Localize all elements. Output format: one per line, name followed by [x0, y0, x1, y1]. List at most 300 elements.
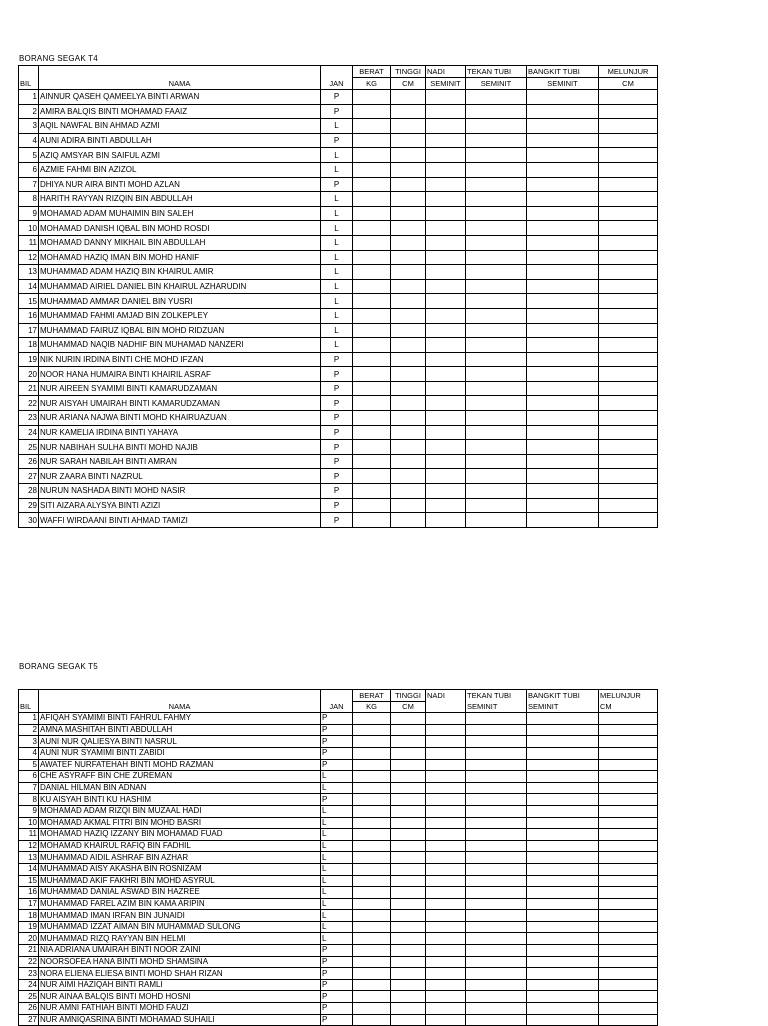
- melunjur-entry-cell[interactable]: [599, 162, 658, 177]
- bangkit-tubi-entry-cell[interactable]: [527, 323, 599, 338]
- melunjur-entry-cell[interactable]: [599, 308, 658, 323]
- berat-entry-cell[interactable]: [353, 454, 391, 469]
- melunjur-entry-cell[interactable]: [599, 759, 658, 771]
- melunjur-entry-cell[interactable]: [599, 381, 658, 396]
- nadi-entry-cell[interactable]: [426, 294, 466, 309]
- nadi-entry-cell[interactable]: [426, 133, 466, 148]
- nadi-entry-cell[interactable]: [426, 817, 466, 829]
- berat-entry-cell[interactable]: [353, 396, 391, 411]
- berat-entry-cell[interactable]: [353, 910, 391, 922]
- nadi-entry-cell[interactable]: [426, 308, 466, 323]
- melunjur-entry-cell[interactable]: [599, 968, 658, 980]
- nadi-entry-cell[interactable]: [426, 991, 466, 1003]
- bangkit-tubi-entry-cell[interactable]: [527, 736, 599, 748]
- tekan-tubi-entry-cell[interactable]: [466, 829, 527, 841]
- tinggi-entry-cell[interactable]: [391, 910, 426, 922]
- berat-entry-cell[interactable]: [353, 162, 391, 177]
- bangkit-tubi-entry-cell[interactable]: [527, 425, 599, 440]
- nadi-entry-cell[interactable]: [426, 484, 466, 499]
- tekan-tubi-entry-cell[interactable]: [466, 279, 527, 294]
- berat-entry-cell[interactable]: [353, 713, 391, 725]
- berat-entry-cell[interactable]: [353, 817, 391, 829]
- nadi-entry-cell[interactable]: [426, 469, 466, 484]
- bangkit-tubi-entry-cell[interactable]: [527, 454, 599, 469]
- tinggi-entry-cell[interactable]: [391, 979, 426, 991]
- tinggi-entry-cell[interactable]: [391, 1003, 426, 1015]
- nadi-entry-cell[interactable]: [426, 396, 466, 411]
- nadi-entry-cell[interactable]: [426, 192, 466, 207]
- nadi-entry-cell[interactable]: [426, 898, 466, 910]
- tekan-tubi-entry-cell[interactable]: [466, 119, 527, 134]
- bangkit-tubi-entry-cell[interactable]: [527, 411, 599, 426]
- tinggi-entry-cell[interactable]: [391, 411, 426, 426]
- tekan-tubi-entry-cell[interactable]: [466, 323, 527, 338]
- berat-entry-cell[interactable]: [353, 991, 391, 1003]
- berat-entry-cell[interactable]: [353, 968, 391, 980]
- berat-entry-cell[interactable]: [353, 513, 391, 528]
- melunjur-entry-cell[interactable]: [599, 782, 658, 794]
- tekan-tubi-entry-cell[interactable]: [466, 898, 527, 910]
- melunjur-entry-cell[interactable]: [599, 713, 658, 725]
- melunjur-entry-cell[interactable]: [599, 221, 658, 236]
- bangkit-tubi-entry-cell[interactable]: [527, 991, 599, 1003]
- bangkit-tubi-entry-cell[interactable]: [527, 782, 599, 794]
- tekan-tubi-entry-cell[interactable]: [466, 794, 527, 806]
- tekan-tubi-entry-cell[interactable]: [466, 411, 527, 426]
- bangkit-tubi-entry-cell[interactable]: [527, 956, 599, 968]
- berat-entry-cell[interactable]: [353, 863, 391, 875]
- berat-entry-cell[interactable]: [353, 411, 391, 426]
- berat-entry-cell[interactable]: [353, 265, 391, 280]
- tekan-tubi-entry-cell[interactable]: [466, 817, 527, 829]
- tinggi-entry-cell[interactable]: [391, 177, 426, 192]
- nadi-entry-cell[interactable]: [426, 736, 466, 748]
- melunjur-entry-cell[interactable]: [599, 513, 658, 528]
- nadi-entry-cell[interactable]: [426, 747, 466, 759]
- berat-entry-cell[interactable]: [353, 933, 391, 945]
- bangkit-tubi-entry-cell[interactable]: [527, 747, 599, 759]
- berat-entry-cell[interactable]: [353, 484, 391, 499]
- nadi-entry-cell[interactable]: [426, 910, 466, 922]
- tekan-tubi-entry-cell[interactable]: [466, 308, 527, 323]
- melunjur-entry-cell[interactable]: [599, 921, 658, 933]
- bangkit-tubi-entry-cell[interactable]: [527, 90, 599, 105]
- bangkit-tubi-entry-cell[interactable]: [527, 265, 599, 280]
- berat-entry-cell[interactable]: [353, 724, 391, 736]
- tinggi-entry-cell[interactable]: [391, 308, 426, 323]
- bangkit-tubi-entry-cell[interactable]: [527, 933, 599, 945]
- melunjur-entry-cell[interactable]: [599, 454, 658, 469]
- melunjur-entry-cell[interactable]: [599, 148, 658, 163]
- tinggi-entry-cell[interactable]: [391, 133, 426, 148]
- tinggi-entry-cell[interactable]: [391, 352, 426, 367]
- melunjur-entry-cell[interactable]: [599, 338, 658, 353]
- berat-entry-cell[interactable]: [353, 294, 391, 309]
- bangkit-tubi-entry-cell[interactable]: [527, 148, 599, 163]
- nadi-entry-cell[interactable]: [426, 713, 466, 725]
- melunjur-entry-cell[interactable]: [599, 794, 658, 806]
- tinggi-entry-cell[interactable]: [391, 875, 426, 887]
- tekan-tubi-entry-cell[interactable]: [466, 910, 527, 922]
- tinggi-entry-cell[interactable]: [391, 484, 426, 499]
- bangkit-tubi-entry-cell[interactable]: [527, 513, 599, 528]
- bangkit-tubi-entry-cell[interactable]: [527, 381, 599, 396]
- bangkit-tubi-entry-cell[interactable]: [527, 875, 599, 887]
- berat-entry-cell[interactable]: [353, 979, 391, 991]
- tekan-tubi-entry-cell[interactable]: [466, 991, 527, 1003]
- berat-entry-cell[interactable]: [353, 381, 391, 396]
- nadi-entry-cell[interactable]: [426, 968, 466, 980]
- tinggi-entry-cell[interactable]: [391, 90, 426, 105]
- tekan-tubi-entry-cell[interactable]: [466, 425, 527, 440]
- berat-entry-cell[interactable]: [353, 323, 391, 338]
- bangkit-tubi-entry-cell[interactable]: [527, 440, 599, 455]
- berat-entry-cell[interactable]: [353, 747, 391, 759]
- nadi-entry-cell[interactable]: [426, 221, 466, 236]
- berat-entry-cell[interactable]: [353, 90, 391, 105]
- nadi-entry-cell[interactable]: [426, 425, 466, 440]
- nadi-entry-cell[interactable]: [426, 338, 466, 353]
- berat-entry-cell[interactable]: [353, 921, 391, 933]
- tekan-tubi-entry-cell[interactable]: [466, 759, 527, 771]
- tekan-tubi-entry-cell[interactable]: [466, 921, 527, 933]
- berat-entry-cell[interactable]: [353, 250, 391, 265]
- bangkit-tubi-entry-cell[interactable]: [527, 921, 599, 933]
- berat-entry-cell[interactable]: [353, 805, 391, 817]
- melunjur-entry-cell[interactable]: [599, 771, 658, 783]
- melunjur-entry-cell[interactable]: [599, 956, 658, 968]
- nadi-entry-cell[interactable]: [426, 887, 466, 899]
- nadi-entry-cell[interactable]: [426, 352, 466, 367]
- nadi-entry-cell[interactable]: [426, 945, 466, 957]
- bangkit-tubi-entry-cell[interactable]: [527, 805, 599, 817]
- tinggi-entry-cell[interactable]: [391, 898, 426, 910]
- bangkit-tubi-entry-cell[interactable]: [527, 887, 599, 899]
- tekan-tubi-entry-cell[interactable]: [466, 367, 527, 382]
- tinggi-entry-cell[interactable]: [391, 119, 426, 134]
- berat-entry-cell[interactable]: [353, 1003, 391, 1015]
- melunjur-entry-cell[interactable]: [599, 484, 658, 499]
- tinggi-entry-cell[interactable]: [391, 724, 426, 736]
- tinggi-entry-cell[interactable]: [391, 991, 426, 1003]
- bangkit-tubi-entry-cell[interactable]: [527, 910, 599, 922]
- tinggi-entry-cell[interactable]: [391, 425, 426, 440]
- nadi-entry-cell[interactable]: [426, 104, 466, 119]
- tinggi-entry-cell[interactable]: [391, 887, 426, 899]
- tekan-tubi-entry-cell[interactable]: [466, 498, 527, 513]
- tinggi-entry-cell[interactable]: [391, 933, 426, 945]
- tinggi-entry-cell[interactable]: [391, 956, 426, 968]
- tekan-tubi-entry-cell[interactable]: [466, 840, 527, 852]
- bangkit-tubi-entry-cell[interactable]: [527, 794, 599, 806]
- melunjur-entry-cell[interactable]: [599, 279, 658, 294]
- tekan-tubi-entry-cell[interactable]: [466, 396, 527, 411]
- nadi-entry-cell[interactable]: [426, 454, 466, 469]
- nadi-entry-cell[interactable]: [426, 840, 466, 852]
- tekan-tubi-entry-cell[interactable]: [466, 381, 527, 396]
- melunjur-entry-cell[interactable]: [599, 367, 658, 382]
- nadi-entry-cell[interactable]: [426, 250, 466, 265]
- tekan-tubi-entry-cell[interactable]: [466, 736, 527, 748]
- bangkit-tubi-entry-cell[interactable]: [527, 817, 599, 829]
- berat-entry-cell[interactable]: [353, 887, 391, 899]
- berat-entry-cell[interactable]: [353, 425, 391, 440]
- tinggi-entry-cell[interactable]: [391, 265, 426, 280]
- melunjur-entry-cell[interactable]: [599, 192, 658, 207]
- berat-entry-cell[interactable]: [353, 352, 391, 367]
- berat-entry-cell[interactable]: [353, 875, 391, 887]
- tinggi-entry-cell[interactable]: [391, 367, 426, 382]
- tinggi-entry-cell[interactable]: [391, 192, 426, 207]
- berat-entry-cell[interactable]: [353, 829, 391, 841]
- tekan-tubi-entry-cell[interactable]: [466, 724, 527, 736]
- melunjur-entry-cell[interactable]: [599, 133, 658, 148]
- melunjur-entry-cell[interactable]: [599, 294, 658, 309]
- bangkit-tubi-entry-cell[interactable]: [527, 367, 599, 382]
- melunjur-entry-cell[interactable]: [599, 119, 658, 134]
- tinggi-entry-cell[interactable]: [391, 794, 426, 806]
- nadi-entry-cell[interactable]: [426, 381, 466, 396]
- bangkit-tubi-entry-cell[interactable]: [527, 133, 599, 148]
- bangkit-tubi-entry-cell[interactable]: [527, 338, 599, 353]
- melunjur-entry-cell[interactable]: [599, 979, 658, 991]
- tinggi-entry-cell[interactable]: [391, 713, 426, 725]
- nadi-entry-cell[interactable]: [426, 875, 466, 887]
- nadi-entry-cell[interactable]: [426, 235, 466, 250]
- melunjur-entry-cell[interactable]: [599, 817, 658, 829]
- nadi-entry-cell[interactable]: [426, 863, 466, 875]
- berat-entry-cell[interactable]: [353, 498, 391, 513]
- tinggi-entry-cell[interactable]: [391, 968, 426, 980]
- nadi-entry-cell[interactable]: [426, 782, 466, 794]
- tinggi-entry-cell[interactable]: [391, 148, 426, 163]
- bangkit-tubi-entry-cell[interactable]: [527, 235, 599, 250]
- tekan-tubi-entry-cell[interactable]: [466, 338, 527, 353]
- tekan-tubi-entry-cell[interactable]: [466, 162, 527, 177]
- nadi-entry-cell[interactable]: [426, 829, 466, 841]
- tinggi-entry-cell[interactable]: [391, 440, 426, 455]
- melunjur-entry-cell[interactable]: [599, 747, 658, 759]
- nadi-entry-cell[interactable]: [426, 1003, 466, 1015]
- berat-entry-cell[interactable]: [353, 308, 391, 323]
- berat-entry-cell[interactable]: [353, 759, 391, 771]
- nadi-entry-cell[interactable]: [426, 933, 466, 945]
- nadi-entry-cell[interactable]: [426, 279, 466, 294]
- tekan-tubi-entry-cell[interactable]: [466, 294, 527, 309]
- melunjur-entry-cell[interactable]: [599, 910, 658, 922]
- nadi-entry-cell[interactable]: [426, 440, 466, 455]
- nadi-entry-cell[interactable]: [426, 90, 466, 105]
- tinggi-entry-cell[interactable]: [391, 338, 426, 353]
- bangkit-tubi-entry-cell[interactable]: [527, 829, 599, 841]
- bangkit-tubi-entry-cell[interactable]: [527, 759, 599, 771]
- nadi-entry-cell[interactable]: [426, 805, 466, 817]
- nadi-entry-cell[interactable]: [426, 759, 466, 771]
- melunjur-entry-cell[interactable]: [599, 352, 658, 367]
- tinggi-entry-cell[interactable]: [391, 454, 426, 469]
- tekan-tubi-entry-cell[interactable]: [466, 1003, 527, 1015]
- tekan-tubi-entry-cell[interactable]: [466, 440, 527, 455]
- nadi-entry-cell[interactable]: [426, 265, 466, 280]
- bangkit-tubi-entry-cell[interactable]: [527, 852, 599, 864]
- melunjur-entry-cell[interactable]: [599, 411, 658, 426]
- tekan-tubi-entry-cell[interactable]: [466, 250, 527, 265]
- berat-entry-cell[interactable]: [353, 840, 391, 852]
- berat-entry-cell[interactable]: [353, 440, 391, 455]
- berat-entry-cell[interactable]: [353, 945, 391, 957]
- berat-entry-cell[interactable]: [353, 133, 391, 148]
- tekan-tubi-entry-cell[interactable]: [466, 513, 527, 528]
- nadi-entry-cell[interactable]: [426, 148, 466, 163]
- berat-entry-cell[interactable]: [353, 794, 391, 806]
- melunjur-entry-cell[interactable]: [599, 469, 658, 484]
- nadi-entry-cell[interactable]: [426, 162, 466, 177]
- berat-entry-cell[interactable]: [353, 338, 391, 353]
- tekan-tubi-entry-cell[interactable]: [466, 968, 527, 980]
- melunjur-entry-cell[interactable]: [599, 805, 658, 817]
- bangkit-tubi-entry-cell[interactable]: [527, 498, 599, 513]
- tekan-tubi-entry-cell[interactable]: [466, 265, 527, 280]
- nadi-entry-cell[interactable]: [426, 411, 466, 426]
- tinggi-entry-cell[interactable]: [391, 747, 426, 759]
- nadi-entry-cell[interactable]: [426, 771, 466, 783]
- bangkit-tubi-entry-cell[interactable]: [527, 979, 599, 991]
- melunjur-entry-cell[interactable]: [599, 840, 658, 852]
- bangkit-tubi-entry-cell[interactable]: [527, 192, 599, 207]
- bangkit-tubi-entry-cell[interactable]: [527, 221, 599, 236]
- tekan-tubi-entry-cell[interactable]: [466, 235, 527, 250]
- tinggi-entry-cell[interactable]: [391, 294, 426, 309]
- bangkit-tubi-entry-cell[interactable]: [527, 279, 599, 294]
- bangkit-tubi-entry-cell[interactable]: [527, 308, 599, 323]
- melunjur-entry-cell[interactable]: [599, 945, 658, 957]
- berat-entry-cell[interactable]: [353, 177, 391, 192]
- berat-entry-cell[interactable]: [353, 192, 391, 207]
- melunjur-entry-cell[interactable]: [599, 863, 658, 875]
- bangkit-tubi-entry-cell[interactable]: [527, 294, 599, 309]
- tinggi-entry-cell[interactable]: [391, 852, 426, 864]
- tinggi-entry-cell[interactable]: [391, 829, 426, 841]
- bangkit-tubi-entry-cell[interactable]: [527, 352, 599, 367]
- melunjur-entry-cell[interactable]: [599, 724, 658, 736]
- tekan-tubi-entry-cell[interactable]: [466, 979, 527, 991]
- tinggi-entry-cell[interactable]: [391, 206, 426, 221]
- bangkit-tubi-entry-cell[interactable]: [527, 469, 599, 484]
- melunjur-entry-cell[interactable]: [599, 425, 658, 440]
- berat-entry-cell[interactable]: [353, 956, 391, 968]
- tekan-tubi-entry-cell[interactable]: [466, 933, 527, 945]
- tinggi-entry-cell[interactable]: [391, 921, 426, 933]
- tekan-tubi-entry-cell[interactable]: [466, 133, 527, 148]
- tekan-tubi-entry-cell[interactable]: [466, 90, 527, 105]
- tekan-tubi-entry-cell[interactable]: [466, 484, 527, 499]
- tekan-tubi-entry-cell[interactable]: [466, 945, 527, 957]
- tekan-tubi-entry-cell[interactable]: [466, 747, 527, 759]
- bangkit-tubi-entry-cell[interactable]: [527, 713, 599, 725]
- bangkit-tubi-entry-cell[interactable]: [527, 724, 599, 736]
- melunjur-entry-cell[interactable]: [599, 498, 658, 513]
- nadi-entry-cell[interactable]: [426, 323, 466, 338]
- tinggi-entry-cell[interactable]: [391, 736, 426, 748]
- nadi-entry-cell[interactable]: [426, 794, 466, 806]
- bangkit-tubi-entry-cell[interactable]: [527, 206, 599, 221]
- melunjur-entry-cell[interactable]: [599, 235, 658, 250]
- nadi-entry-cell[interactable]: [426, 852, 466, 864]
- bangkit-tubi-entry-cell[interactable]: [527, 250, 599, 265]
- tinggi-entry-cell[interactable]: [391, 498, 426, 513]
- tinggi-entry-cell[interactable]: [391, 945, 426, 957]
- bangkit-tubi-entry-cell[interactable]: [527, 177, 599, 192]
- tekan-tubi-entry-cell[interactable]: [466, 805, 527, 817]
- melunjur-entry-cell[interactable]: [599, 852, 658, 864]
- berat-entry-cell[interactable]: [353, 148, 391, 163]
- berat-entry-cell[interactable]: [353, 279, 391, 294]
- tekan-tubi-entry-cell[interactable]: [466, 782, 527, 794]
- bangkit-tubi-entry-cell[interactable]: [527, 484, 599, 499]
- berat-entry-cell[interactable]: [353, 898, 391, 910]
- berat-entry-cell[interactable]: [353, 367, 391, 382]
- berat-entry-cell[interactable]: [353, 782, 391, 794]
- tekan-tubi-entry-cell[interactable]: [466, 192, 527, 207]
- berat-entry-cell[interactable]: [353, 736, 391, 748]
- nadi-entry-cell[interactable]: [426, 921, 466, 933]
- nadi-entry-cell[interactable]: [426, 513, 466, 528]
- tinggi-entry-cell[interactable]: [391, 782, 426, 794]
- melunjur-entry-cell[interactable]: [599, 265, 658, 280]
- bangkit-tubi-entry-cell[interactable]: [527, 840, 599, 852]
- tinggi-entry-cell[interactable]: [391, 759, 426, 771]
- tinggi-entry-cell[interactable]: [391, 104, 426, 119]
- tinggi-entry-cell[interactable]: [391, 817, 426, 829]
- berat-entry-cell[interactable]: [353, 221, 391, 236]
- tekan-tubi-entry-cell[interactable]: [466, 956, 527, 968]
- tekan-tubi-entry-cell[interactable]: [466, 177, 527, 192]
- melunjur-entry-cell[interactable]: [599, 991, 658, 1003]
- tinggi-entry-cell[interactable]: [391, 805, 426, 817]
- melunjur-entry-cell[interactable]: [599, 736, 658, 748]
- melunjur-entry-cell[interactable]: [599, 887, 658, 899]
- nadi-entry-cell[interactable]: [426, 956, 466, 968]
- tekan-tubi-entry-cell[interactable]: [466, 104, 527, 119]
- melunjur-entry-cell[interactable]: [599, 829, 658, 841]
- tekan-tubi-entry-cell[interactable]: [466, 454, 527, 469]
- melunjur-entry-cell[interactable]: [599, 933, 658, 945]
- melunjur-entry-cell[interactable]: [599, 206, 658, 221]
- bangkit-tubi-entry-cell[interactable]: [527, 396, 599, 411]
- tinggi-entry-cell[interactable]: [391, 840, 426, 852]
- tinggi-entry-cell[interactable]: [391, 250, 426, 265]
- bangkit-tubi-entry-cell[interactable]: [527, 898, 599, 910]
- tekan-tubi-entry-cell[interactable]: [466, 771, 527, 783]
- tinggi-entry-cell[interactable]: [391, 771, 426, 783]
- bangkit-tubi-entry-cell[interactable]: [527, 104, 599, 119]
- tinggi-entry-cell[interactable]: [391, 513, 426, 528]
- nadi-entry-cell[interactable]: [426, 119, 466, 134]
- tinggi-entry-cell[interactable]: [391, 221, 426, 236]
- melunjur-entry-cell[interactable]: [599, 250, 658, 265]
- bangkit-tubi-entry-cell[interactable]: [527, 119, 599, 134]
- bangkit-tubi-entry-cell[interactable]: [527, 863, 599, 875]
- berat-entry-cell[interactable]: [353, 235, 391, 250]
- tinggi-entry-cell[interactable]: [391, 323, 426, 338]
- berat-entry-cell[interactable]: [353, 852, 391, 864]
- berat-entry-cell[interactable]: [353, 469, 391, 484]
- bangkit-tubi-entry-cell[interactable]: [527, 1003, 599, 1015]
- tinggi-entry-cell[interactable]: [391, 235, 426, 250]
- berat-entry-cell[interactable]: [353, 206, 391, 221]
- tinggi-entry-cell[interactable]: [391, 396, 426, 411]
- tinggi-entry-cell[interactable]: [391, 863, 426, 875]
